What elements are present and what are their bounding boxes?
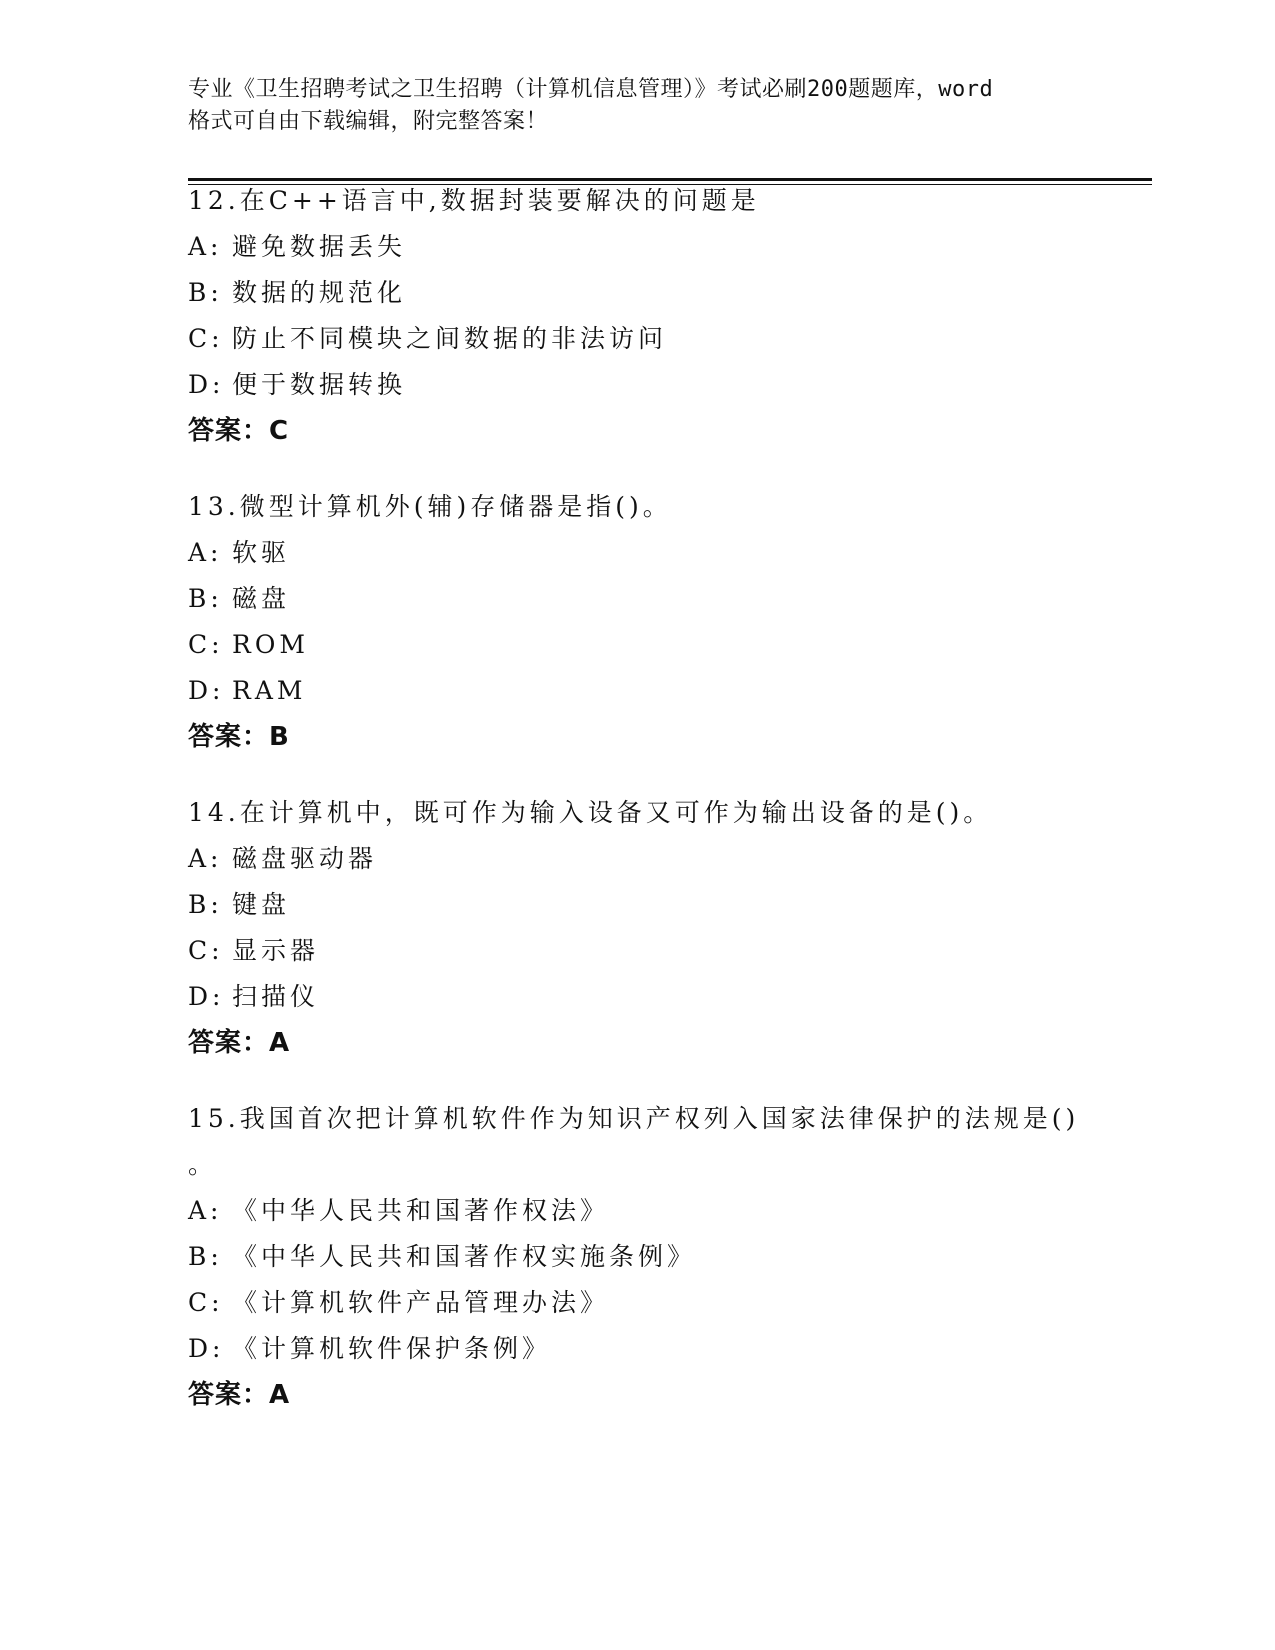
answer-line	[188, 1372, 1148, 1418]
option-label: A:	[188, 844, 223, 873]
option-text: 键盘	[232, 890, 291, 919]
option-b	[188, 576, 1148, 622]
option-label: C:	[188, 324, 224, 353]
option-text: ROM	[232, 630, 309, 659]
option-d	[188, 1326, 1148, 1372]
option-text: 《中华人民共和国著作权实施条例》	[232, 1242, 697, 1271]
option-b	[188, 882, 1148, 928]
question-14	[188, 790, 1148, 1066]
option-label: D:	[188, 676, 225, 705]
option-text: 《中华人民共和国著作权法》	[232, 1196, 610, 1225]
option-a	[188, 836, 1148, 882]
option-text: 扫描仪	[232, 982, 320, 1011]
answer-line	[188, 1020, 1148, 1066]
option-label: A:	[188, 538, 223, 567]
option-d	[188, 668, 1148, 714]
option-d	[188, 362, 1148, 408]
question-12	[188, 178, 1148, 454]
answer-label: 答案：	[188, 722, 270, 752]
question-13	[188, 484, 1148, 760]
option-text: 数据的规范化	[232, 278, 407, 307]
question-stem: 14.在计算机中，既可作为输入设备又可作为输出设备的是()。	[188, 798, 993, 827]
question-stem: 15.我国首次把计算机软件作为知识产权列入国家法律保护的法规是()	[188, 1104, 1080, 1133]
header-line-2: 格式可自由下载编辑，附完整答案！	[188, 109, 549, 134]
option-text: 避免数据丢失	[232, 232, 407, 261]
option-label: C:	[188, 1288, 224, 1317]
option-label: B:	[188, 584, 223, 613]
option-label: C:	[188, 630, 224, 659]
option-a	[188, 1188, 1148, 1234]
document-header	[188, 74, 1088, 138]
option-text: 《计算机软件产品管理办法》	[232, 1288, 610, 1317]
option-text: 磁盘	[232, 584, 291, 613]
option-c	[188, 622, 1148, 668]
answer-line	[188, 408, 1148, 454]
option-text: 显示器	[232, 936, 320, 965]
option-label: B:	[188, 278, 223, 307]
question-stem: 12.在C++语言中,数据封装要解决的问题是	[188, 186, 760, 215]
question-stem: 13.微型计算机外(辅)存储器是指()。	[188, 492, 672, 521]
option-a	[188, 530, 1148, 576]
option-c	[188, 1280, 1148, 1326]
answer-label: 答案：	[188, 1028, 270, 1058]
option-label: D:	[188, 982, 225, 1011]
option-c	[188, 928, 1148, 974]
question-15	[188, 1096, 1148, 1418]
option-text: 磁盘驱动器	[232, 844, 378, 873]
answer-line	[188, 714, 1148, 760]
answer-label: 答案：	[188, 1380, 270, 1410]
option-label: C:	[188, 936, 224, 965]
option-text: RAM	[232, 676, 307, 705]
option-c	[188, 316, 1148, 362]
option-text: 防止不同模块之间数据的非法访问	[232, 324, 668, 353]
option-label: B:	[188, 1242, 223, 1271]
option-b	[188, 1234, 1148, 1280]
option-a	[188, 224, 1148, 270]
option-label: D:	[188, 1334, 225, 1363]
answer-label: 答案：	[188, 416, 270, 446]
option-label: A:	[188, 1196, 223, 1225]
option-label: B:	[188, 890, 223, 919]
option-label: A:	[188, 232, 223, 261]
option-text: 《计算机软件保护条例》	[232, 1334, 552, 1363]
question-stem-continuation: 。	[188, 1150, 218, 1179]
option-d	[188, 974, 1148, 1020]
answer-value: B	[269, 722, 290, 752]
answer-value: C	[269, 416, 290, 446]
answer-value: A	[269, 1028, 291, 1058]
option-text: 软驱	[232, 538, 291, 567]
header-line-1: 专业《卫生招聘考试之卫生招聘（计算机信息管理）》考试必刷200题题库，word	[188, 77, 994, 102]
option-text: 便于数据转换	[232, 370, 407, 399]
option-b	[188, 270, 1148, 316]
option-label: D:	[188, 370, 225, 399]
answer-value: A	[269, 1380, 291, 1410]
